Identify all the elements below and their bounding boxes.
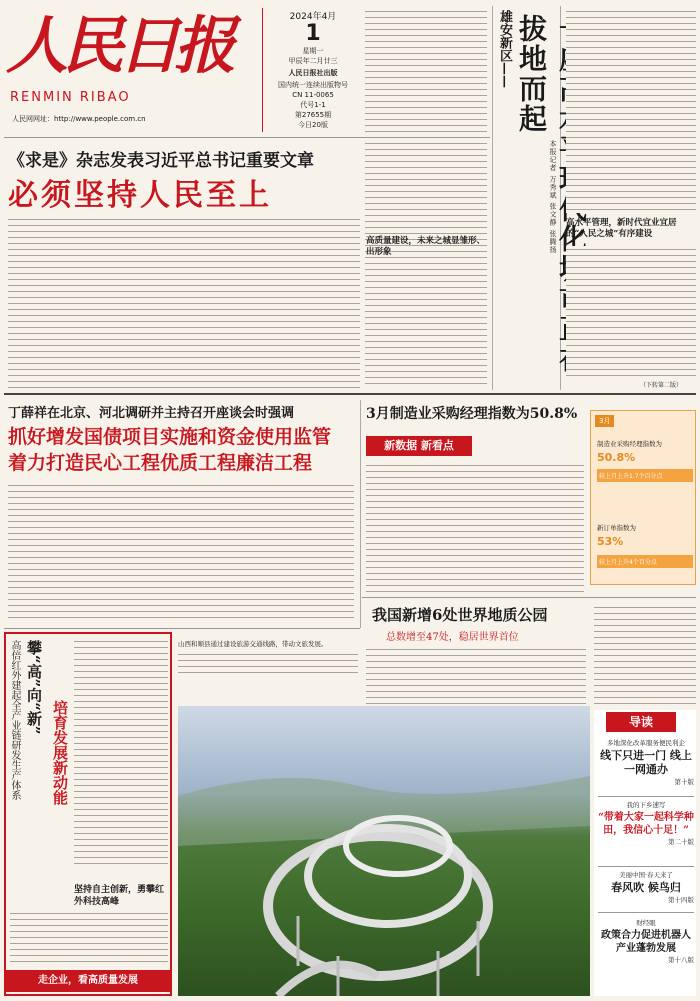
guide-item[interactable] xyxy=(598,870,694,904)
geopark-sub: 总数增至47处，稳居世界首位 xyxy=(386,632,519,643)
guide-item-lead: 多地深化改革服务便民利企 xyxy=(607,739,685,747)
masthead-info xyxy=(272,12,354,130)
website[interactable]: 人民网网址：http://www.people.com.cn xyxy=(12,115,146,123)
xiongan-label: 雄安新区—— xyxy=(497,10,512,88)
innovation-banner[interactable]: 走企业，看高质量发展 xyxy=(6,970,170,992)
issn: 国内统一连续出版物号 xyxy=(278,81,348,89)
geopark-body xyxy=(366,646,586,706)
guide-item-lead: 美丽中国·春天来了 xyxy=(618,871,674,879)
top-right-column xyxy=(365,8,487,388)
guide-item-page: 第十八版 xyxy=(668,956,694,964)
innovation-headline-2[interactable]: 培育发展新动能 xyxy=(51,700,69,805)
pmi-chart-label: 3月 xyxy=(595,415,614,427)
ding-headline-2[interactable]: 着力打造民心工程优质工程廉洁工程 xyxy=(8,452,313,474)
date-year-month: 2024年4月 xyxy=(289,12,337,22)
weekday: 星期一 xyxy=(302,47,324,55)
guide-item-page: 第十四版 xyxy=(668,896,694,904)
publisher: 人民日报社出版 xyxy=(288,69,338,77)
photo-road-graphic xyxy=(178,706,590,996)
ding-body xyxy=(8,482,354,622)
xiongan-headline[interactable]: 代化 拔地而起 xyxy=(515,14,588,254)
pages: 今日20版 xyxy=(298,121,328,129)
pmi-chart xyxy=(590,410,696,585)
guide-item-page: 第十版 xyxy=(674,778,694,786)
guide-title: 导读 xyxy=(606,712,676,732)
innovation-headline-1[interactable]: 攀“高”向“新” xyxy=(25,640,43,735)
xiongan-page-ref[interactable]: （下转第二版） xyxy=(640,382,683,389)
guide-item-title[interactable]: 春风吹 候鸟归 xyxy=(611,881,681,894)
innovation-body-2 xyxy=(10,910,168,964)
date-day: 1 xyxy=(305,21,321,46)
code: 代号1-1 xyxy=(300,101,326,109)
pmi-item1-note: 较上月上升1.7个百分点 xyxy=(597,469,693,482)
lunar-date: 甲辰年二月廿三 xyxy=(288,57,338,65)
pmi-body xyxy=(366,462,584,592)
ding-headline-1[interactable]: 抓好增发国债项目实施和资金使用监管 xyxy=(8,426,332,448)
guide-item-title[interactable]: “带着大家一起科学种田，我信心十足！” xyxy=(598,812,694,836)
xiongan-body-right-2 xyxy=(566,246,696,376)
guide-item-lead: 财经眼 xyxy=(636,919,656,927)
pmi-item2-value: 53% xyxy=(597,535,624,548)
photo-caption xyxy=(178,640,358,680)
masthead-pinyin: RENMIN RIBAO xyxy=(10,90,131,105)
geopark-headline[interactable]: 我国新增6处世界地质公园 xyxy=(372,606,548,624)
xiongan-reporters: 本报记者 万秀斌 张文静 张腾扬 xyxy=(549,140,557,254)
xiongan-sub2: 高水平管理，新时代宜业宜居的“人民之城”有序建设 xyxy=(566,218,677,239)
pmi-item1-value: 50.8% xyxy=(597,451,636,464)
pmi-headline[interactable]: 3月制造业采购经理指数为50.8% xyxy=(366,406,578,422)
geopark-body-2 xyxy=(594,604,696,704)
guide-item[interactable] xyxy=(598,800,694,846)
qiushi-headline-2[interactable]: 必须坚持人民至上 xyxy=(8,178,272,213)
ding-kicker: 丁薛祥在北京、河北调研并主持召开座谈会时强调 xyxy=(8,406,295,421)
innovation-body xyxy=(74,638,168,868)
qiushi-body xyxy=(8,216,360,390)
xiongan-sub1: 高质量建设，未来之城显雏形、出形象 xyxy=(366,236,486,257)
serial: 第27655期 xyxy=(294,111,332,119)
pmi-item2-label: 新订单指数为 xyxy=(597,524,636,532)
xiongan-body-right xyxy=(566,8,696,213)
pmi-item1-label: 制造业采购经理指数为 xyxy=(597,440,662,448)
caption-text: 山西和顺县通过建设旅游交通线路，带动文旅发展。 xyxy=(178,640,328,648)
guide-item-title[interactable]: 政策合力促进机器人产业蓬勃发展 xyxy=(601,930,691,954)
guide-item-page: 第二十版 xyxy=(668,838,694,846)
masthead-title: 人民日报 xyxy=(6,9,231,82)
guide-item-lead: 我的下乡速写 xyxy=(626,801,666,809)
cn-number: CN 11-0065 xyxy=(292,91,334,99)
guide-item[interactable] xyxy=(598,918,694,964)
guide-item-title[interactable]: 线下只进一门 线上一网通办 xyxy=(600,749,692,776)
innovation-sub: 坚持自主创新，勇攀红外科技高峰 xyxy=(74,885,165,907)
pmi-item2-note: 较上月上升4个百分点 xyxy=(597,555,693,568)
innovation-side: 高倍红外建起全产业链研发生产体系 xyxy=(9,640,20,800)
pmi-tag: 新数据 新看点 xyxy=(366,436,472,456)
photo xyxy=(178,706,590,996)
guide-item[interactable] xyxy=(598,738,694,786)
qiushi-headline-1[interactable]: 《求是》杂志发表习近平总书记重要文章 xyxy=(8,151,314,171)
